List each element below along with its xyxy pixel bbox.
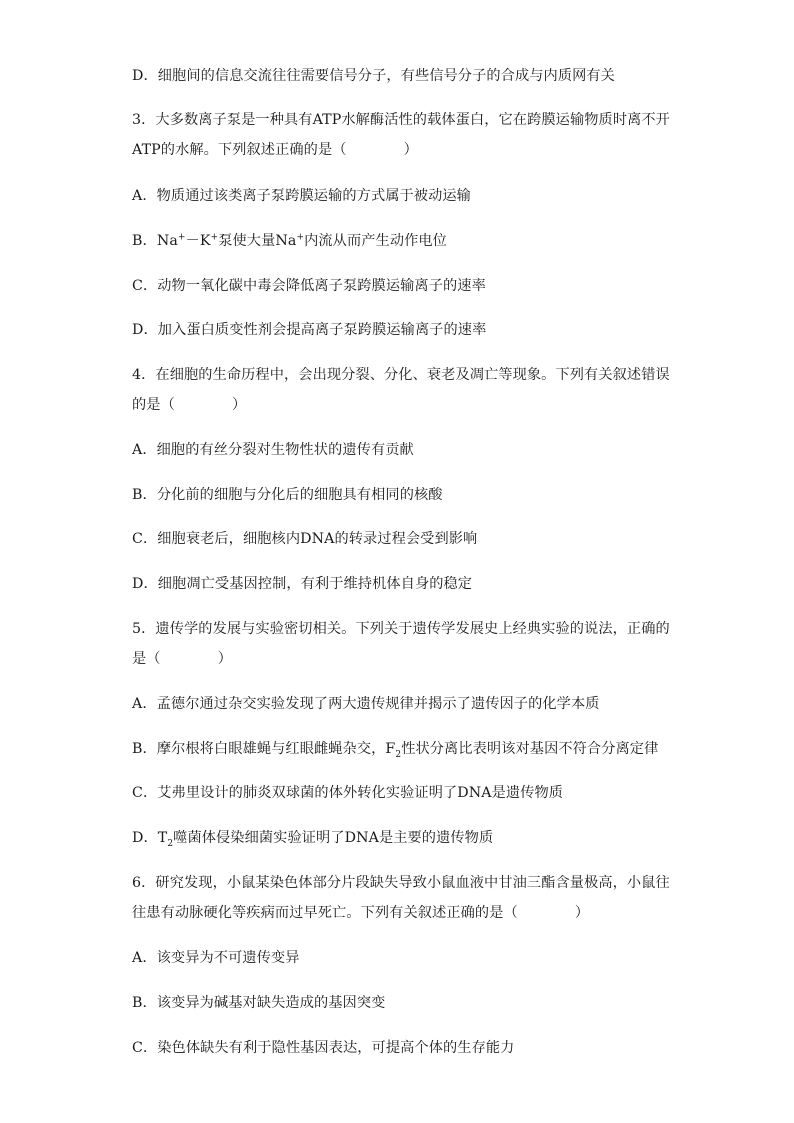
question-6-stem-line1: 6．研究发现，小鼠某染色体部分片段缺失导致小鼠血液中甘油三酯含量极高，小鼠往 [132,875,670,891]
option-5c: C．艾弗里设计的肺炎双球菌的体外转化实验证明了DNA是遗传物质 [132,785,564,801]
option-4d: D．细胞凋亡受基因控制，有利于维持机体自身的稳定 [132,576,473,592]
question-3-stem-line2: ATP的水解。下列叙述正确的是（ ） [132,142,418,158]
question-5-stem-line2: 是（ ） [132,651,233,667]
question-6-stem-line2: 往患有动脉硬化等疾病而过早死亡。下列有关叙述正确的是（ ） [132,905,590,921]
option-6b: B．该变异为碱基对缺失造成的基因突变 [132,995,386,1011]
question-5-stem-line1: 5．遗传学的发展与实验密切相关。下列关于遗传学发展史上经典实验的说法，正确的 [132,621,670,637]
option-5a: A．孟德尔通过杂交实验发现了两大遗传规律并揭示了遗传因子的化学本质 [132,696,600,712]
option-2d: D．细胞间的信息交流往往需要信号分子，有些信号分子的合成与内质网有关 [132,68,615,84]
option-3c: C．动物一氧化碳中毒会降低离子泵跨膜运输离子的速率 [132,278,486,294]
option-4b: B．分化前的细胞与分化后的细胞具有相同的核酸 [132,487,443,503]
option-6c: C．染色体缺失有利于隐性基因表达，可提高个体的生存能力 [132,1040,515,1056]
option-3a: A．物质通过该类离子泵跨膜运输的方式属于被动运输 [132,188,471,204]
question-3-stem-line1: 3．大多数离子泵是一种具有ATP水解酶活性的载体蛋白，它在跨膜运输物质时离不开 [132,112,670,128]
option-4c: C．细胞衰老后，细胞核内DNA的转录过程会受到影响 [132,531,478,547]
question-4-stem-line1: 4．在细胞的生命历程中，会出现分裂、分化、衰老及凋亡等现象。下列有关叙述错误 [132,367,670,383]
option-3d: D．加入蛋白质变性剂会提高离子泵跨膜运输离子的速率 [132,322,487,338]
option-3b: B．Na+－K+泵使大量Na+内流从而产生动作电位 [132,232,447,249]
option-6a: A．该变异为不可遗传变异 [132,950,300,966]
option-4a: A．细胞的有丝分裂对生物性状的遗传有贡献 [132,442,414,458]
option-5b: B．摩尔根将白眼雄蝇与红眼雌蝇杂交，$F_2$性状分离比表明该对基因不符合分离定律 [132,741,659,760]
option-5d: D．$T_2$噬菌体侵染细菌实验证明了DNA是主要的遗传物质 [132,830,494,849]
question-4-stem-line2: 的是（ ） [132,397,247,413]
